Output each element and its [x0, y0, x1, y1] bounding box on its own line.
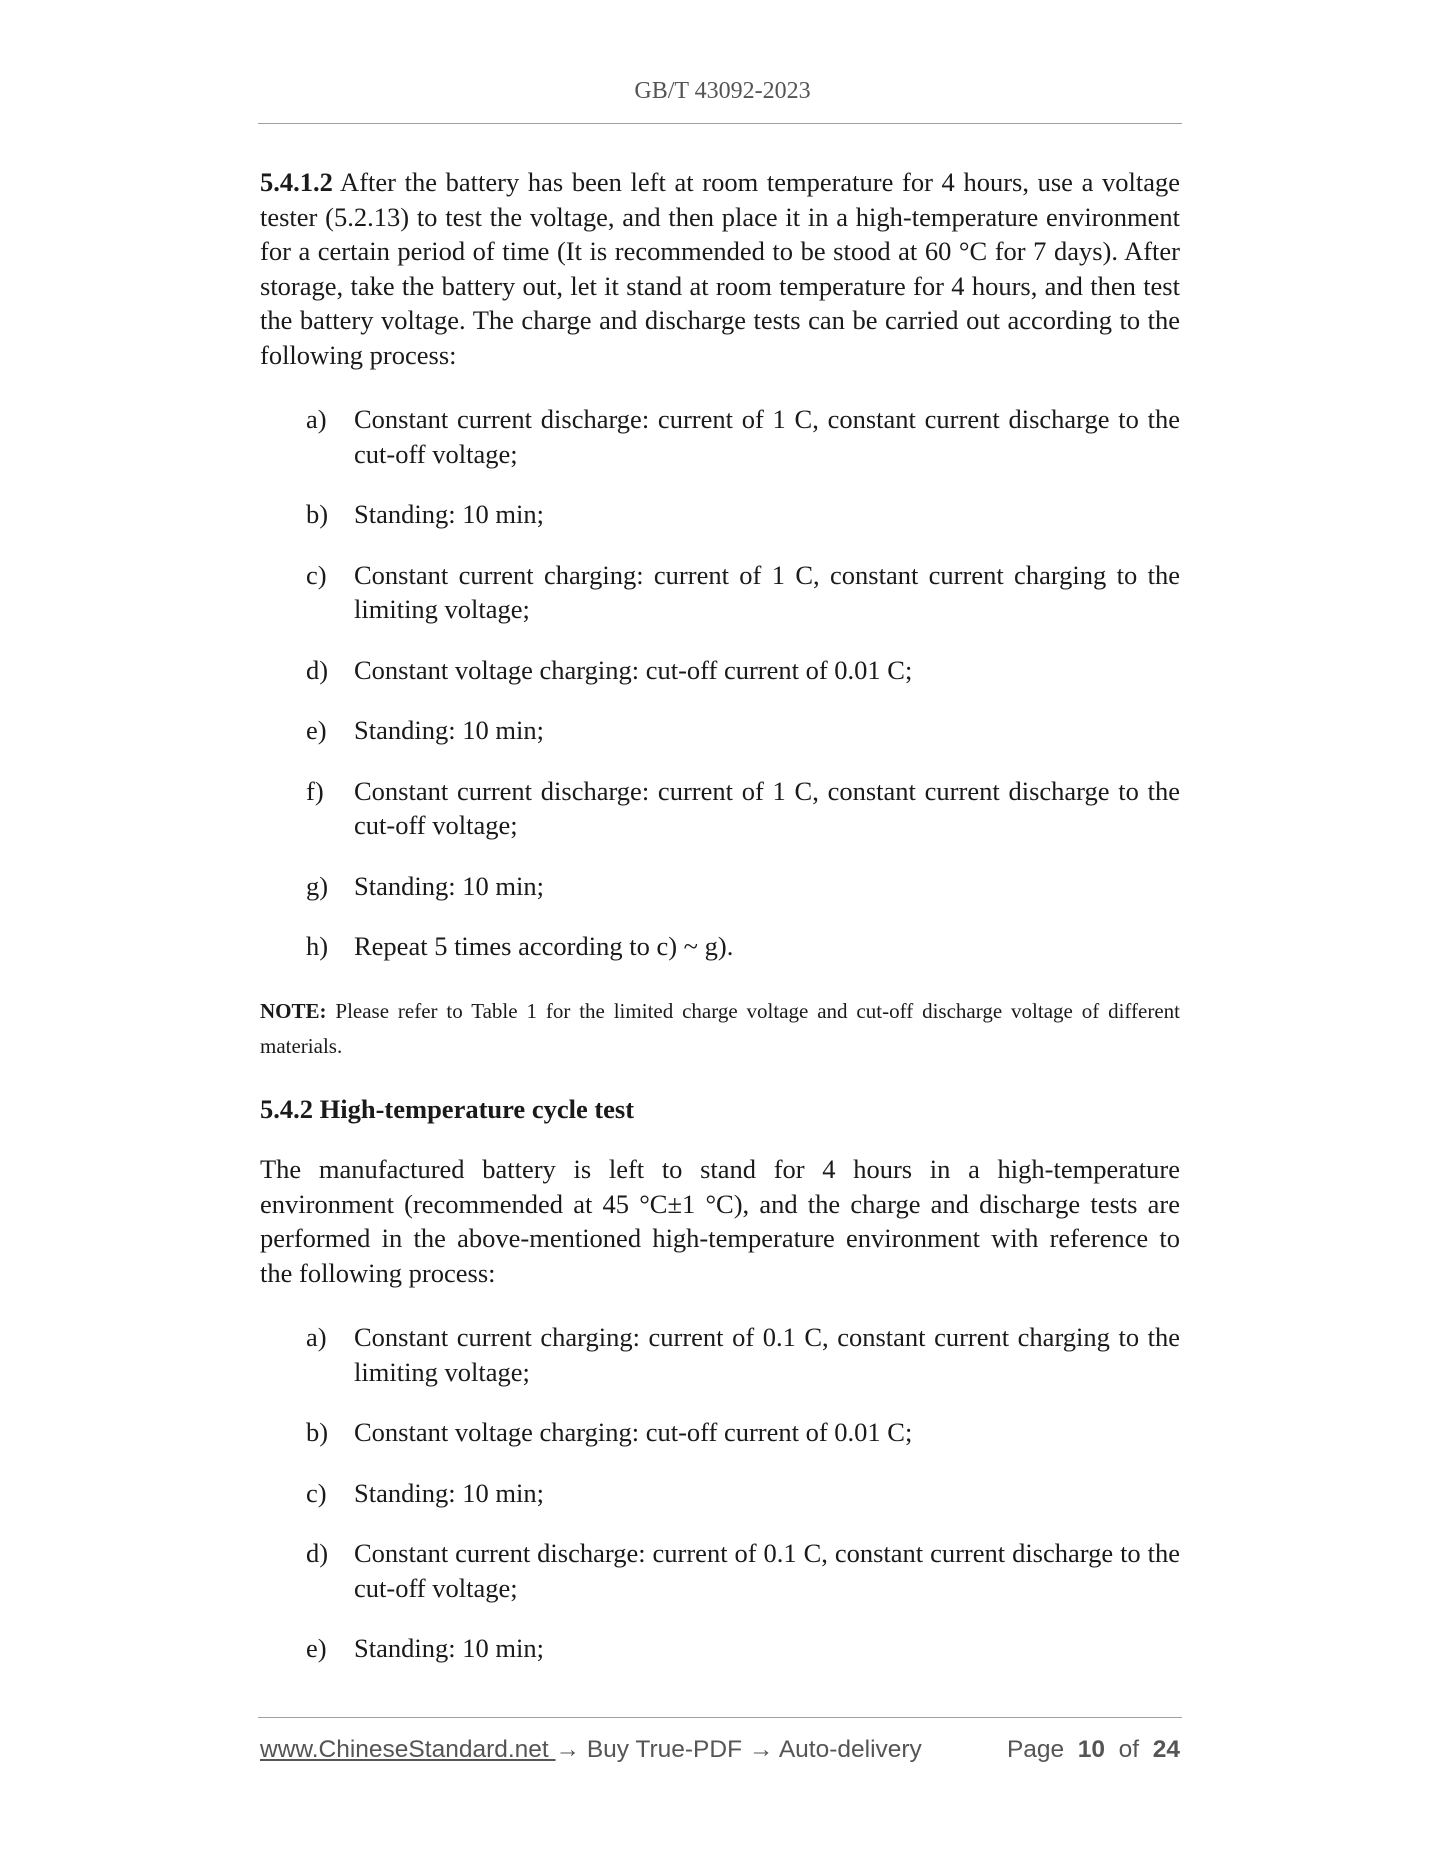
list-item: [260, 713, 1180, 748]
list-marker: c): [306, 559, 327, 590]
list-item: [260, 869, 1180, 904]
list-item-text: Constant voltage charging: cut-off current of 0.01 C;: [354, 1417, 913, 1447]
footer-divider: [258, 1717, 1182, 1718]
page-current: 10: [1077, 1736, 1106, 1763]
clause-number: 5.4.1.2: [260, 167, 333, 197]
process-list-1: [260, 402, 1180, 964]
arrow-right-icon: →: [748, 1736, 774, 1763]
paragraph-5-4-1-2: [260, 165, 1180, 372]
list-item: [260, 653, 1180, 688]
page-content: [260, 165, 1180, 1666]
list-item-text: Constant voltage charging: cut-off current of 0.01 C;: [354, 654, 913, 685]
list-marker: e): [306, 715, 327, 745]
header-divider: [258, 123, 1182, 124]
page-footer: [260, 1736, 1180, 1764]
list-marker: f): [306, 775, 324, 806]
list-marker: e): [306, 1633, 327, 1663]
list-item-text: Constant current discharge: current of 1 C, constant current discharge to the cut-off voltage;: [354, 404, 1180, 469]
list-item-text: Standing: 10 min;: [354, 870, 544, 901]
list-item: [260, 774, 1180, 843]
list-item: [260, 497, 1180, 532]
list-marker: d): [306, 1538, 329, 1568]
list-marker: c): [306, 1477, 327, 1508]
list-marker: a): [306, 404, 327, 434]
list-item-text: Constant current charging: current of 0.1 C, constant current charging to the limiting voltage;: [354, 1322, 1180, 1387]
page-total: 24: [1152, 1736, 1180, 1763]
list-item-text: Constant current charging: current of 1 C, constant current charging to the limiting voltage;: [354, 559, 1180, 624]
list-marker: d): [306, 654, 329, 685]
list-item: [260, 1476, 1180, 1511]
note: [260, 994, 1180, 1064]
list-marker: g): [306, 870, 329, 901]
page-of: of: [1118, 1736, 1140, 1763]
process-list-2: [260, 1320, 1180, 1666]
delivery-text: Auto-delivery: [773, 1736, 922, 1763]
note-text: Please refer to Table 1 for the limited charge voltage and cut-off discharge voltage of different materials.: [260, 998, 1180, 1058]
paragraph-5-4-2: The manufactured battery is left to stand for 4 hours in a high-temperature environment (recommended at 45 °C±1 °C), and the charge and discharge tests are performed in the above-mentioned high-temperature environment with reference to the following process:: [260, 1154, 1180, 1288]
list-item-text: Standing: 10 min;: [354, 499, 544, 529]
list-marker: a): [306, 1322, 327, 1352]
list-item: [260, 1415, 1180, 1450]
list-item-text: Standing: 10 min;: [354, 1477, 544, 1508]
page-label: Page: [1006, 1736, 1065, 1763]
list-item: [260, 1320, 1180, 1389]
list-item: [260, 929, 1180, 964]
website-link[interactable]: www.ChineseStandard.net: [260, 1736, 556, 1763]
list-item-text: Constant current discharge: current of 1 C, constant current discharge to the cut-off voltage;: [354, 775, 1180, 840]
page-number: [1007, 1736, 1180, 1764]
paragraph-text: After the battery has been left at room temperature for 4 hours, use a voltage tester (5.2.13) to test the voltage, and then place it in a high-temperature environment for a certain period of time (It is recommended to be stood at 60 °C for 7 days). After storage, take the battery out, let it stand at room temperature for 4 hours, and then test the battery voltage. The charge and discharge tests can be carried out according to the following process:: [260, 167, 1180, 370]
list-item-text: Standing: 10 min;: [354, 1633, 544, 1663]
buy-text: Buy True-PDF: [580, 1736, 749, 1763]
note-label: NOTE:: [260, 998, 327, 1023]
list-marker: h): [306, 931, 329, 961]
footer-promo: [260, 1736, 922, 1764]
section-heading-5-4-2: 5.4.2 High-temperature cycle test: [260, 1093, 635, 1124]
arrow-right-icon: →: [555, 1736, 581, 1763]
list-item: [260, 402, 1180, 471]
list-marker: b): [306, 499, 329, 529]
list-item: [260, 1536, 1180, 1605]
list-item-text: Standing: 10 min;: [354, 715, 544, 745]
list-item-text: Constant current discharge: current of 0.1 C, constant current discharge to the cut-off voltage;: [354, 1538, 1180, 1603]
list-item-text: Repeat 5 times according to c) ~ g).: [354, 931, 734, 961]
list-marker: b): [306, 1417, 329, 1447]
list-item: [260, 1631, 1180, 1666]
list-item: [260, 558, 1180, 627]
header-standard-number: GB/T 43092-2023: [634, 78, 811, 104]
